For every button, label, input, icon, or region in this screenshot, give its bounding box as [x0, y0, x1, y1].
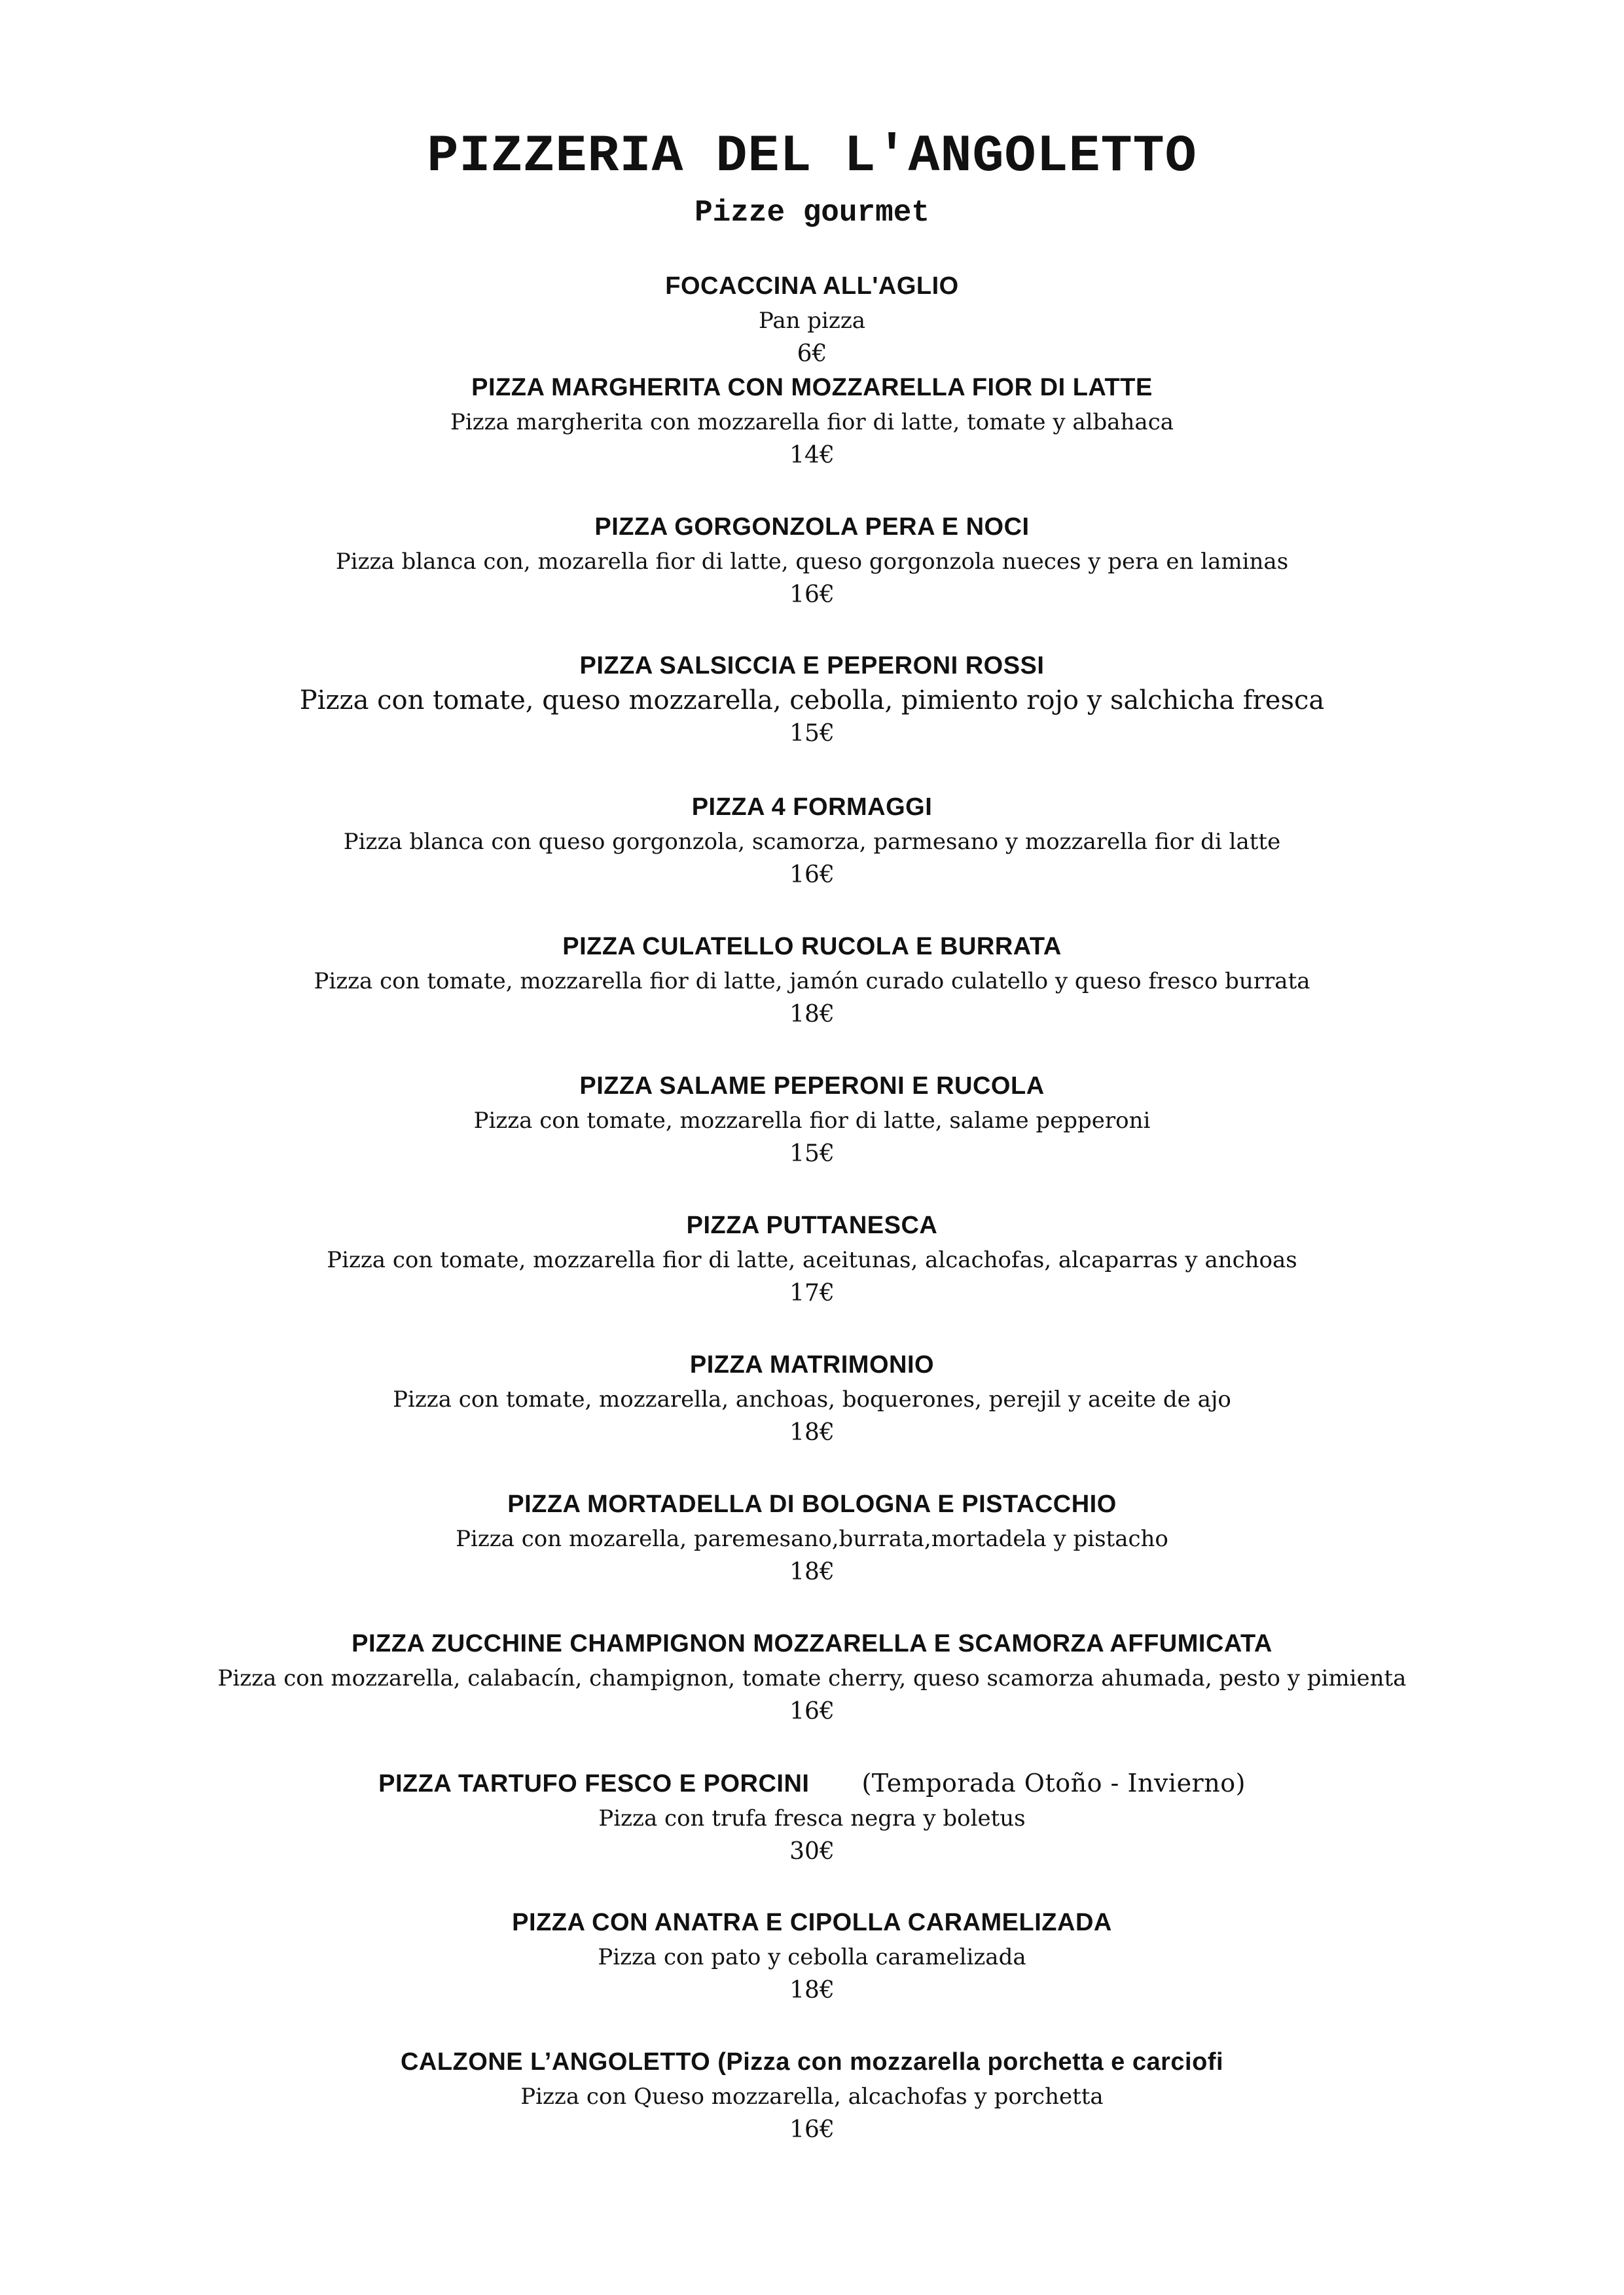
item-name-row	[0, 1765, 1624, 1801]
item-price: 16€	[789, 1698, 835, 1725]
item-price: 6€	[797, 340, 827, 367]
item-name: PIZZA CULATELLO RUCOLA E BURRATA	[562, 933, 1062, 960]
item-description: Pizza con tomate, mozzarella, anchoas, boquerones, perejil y aceite de ajo	[393, 1386, 1231, 1413]
menu-item	[0, 1347, 1624, 1449]
item-description: Pan pizza	[758, 308, 866, 334]
item-name: PIZZA MATRIMONIO	[689, 1351, 935, 1379]
menu-item	[0, 929, 1624, 1031]
item-price: 18€	[789, 1977, 835, 2004]
item-name: PIZZA SALAME PEPERONI E RUCOLA	[579, 1072, 1045, 1100]
item-description: Pizza con Queso mozzarella, alcachofas y porchetta	[520, 2084, 1104, 2110]
item-description: Pizza con tomate, mozzarella fior di latte, aceitunas, alcachofas, alcaparras y anchoas	[327, 1247, 1297, 1273]
item-description: Pizza con tomate, mozzarella fior di latte, salame pepperoni	[473, 1108, 1151, 1134]
menu-item	[0, 648, 1624, 750]
menu-item	[0, 1487, 1624, 1589]
item-price: 18€	[789, 1419, 835, 1446]
item-name: PIZZA GORGONZOLA PERA E NOCI	[594, 513, 1030, 541]
item-description: Pizza blanca con queso gorgonzola, scamorza, parmesano y mozzarella fior di latte	[343, 829, 1281, 855]
item-price: 15€	[789, 1140, 835, 1167]
item-price: 15€	[789, 720, 835, 747]
item-description: Pizza con tomate, queso mozzarella, cebolla, pimiento rojo y salchicha fresca	[299, 685, 1325, 715]
item-description: Pizza blanca con, mozarella fior di latte, queso gorgonzola nueces y pera en laminas	[335, 549, 1289, 575]
menu-item	[0, 2044, 1624, 2146]
menu-item	[0, 1208, 1624, 1310]
item-description: Pizza con pato y cebolla caramelizada	[598, 1944, 1026, 1970]
item-description: Pizza con tomate, mozzarella fior di latte, jamón curado culatello y queso fresco burrata	[314, 968, 1310, 994]
item-price: 16€	[789, 2116, 835, 2143]
item-price: 30€	[789, 1838, 835, 1865]
item-name: PIZZA CON ANATRA E CIPOLLA CARAMELIZADA	[512, 1909, 1112, 1936]
page-title: PIZZERIA DEL L'ANGOLETTO	[427, 127, 1197, 187]
menu-item	[0, 1068, 1624, 1170]
item-description: Pizza con mozarella, paremesano,burrata,mortadela y pistacho	[456, 1526, 1168, 1552]
menu-item	[0, 1765, 1624, 1868]
item-name: PIZZA SALSICCIA E PEPERONI ROSSI	[579, 652, 1045, 679]
item-name: PIZZA PUTTANESCA	[686, 1212, 938, 1239]
item-price: 16€	[789, 581, 835, 608]
menu-item	[0, 1905, 1624, 2007]
page-subtitle: Pizze gourmet	[695, 196, 929, 230]
menu-item	[0, 370, 1624, 472]
item-price: 18€	[789, 1001, 835, 1028]
item-name: PIZZA MORTADELLA DI BOLOGNA E PISTACCHIO	[507, 1491, 1117, 1518]
item-price: 14€	[789, 442, 835, 469]
menu-item	[0, 509, 1624, 611]
item-description: Pizza con mozzarella, calabacín, champignon, tomate cherry, queso scamorza ahumada, pesto y pimienta	[217, 1665, 1407, 1691]
item-name: CALZONE L’ANGOLETTO (Pizza con mozzarella porchetta e carciofi	[400, 2048, 1224, 2076]
item-description: Pizza con trufa fresca negra y boletus	[598, 1805, 1026, 1832]
item-name: PIZZA TARTUFO FESCO E PORCINI	[378, 1770, 810, 1798]
item-name: FOCACCINA ALL'AGLIO	[665, 272, 959, 300]
menu-item	[0, 268, 1624, 370]
menu-item	[0, 1626, 1624, 1728]
item-name: PIZZA MARGHERITA CON MOZZARELLA FIOR DI LATTE	[471, 374, 1153, 401]
item-name: PIZZA ZUCCHINE CHAMPIGNON MOZZARELLA E SCAMORZA AFFUMICATA	[352, 1630, 1272, 1657]
item-price: 17€	[789, 1280, 835, 1307]
item-description: Pizza margherita con mozzarella fior di latte, tomate y albahaca	[450, 409, 1174, 435]
item-season-note: (Temporada Otoño - Invierno)	[861, 1769, 1246, 1798]
item-price: 16€	[789, 861, 835, 888]
item-name: PIZZA 4 FORMAGGI	[691, 793, 933, 821]
menu-item	[0, 789, 1624, 892]
item-price: 18€	[789, 1559, 835, 1585]
